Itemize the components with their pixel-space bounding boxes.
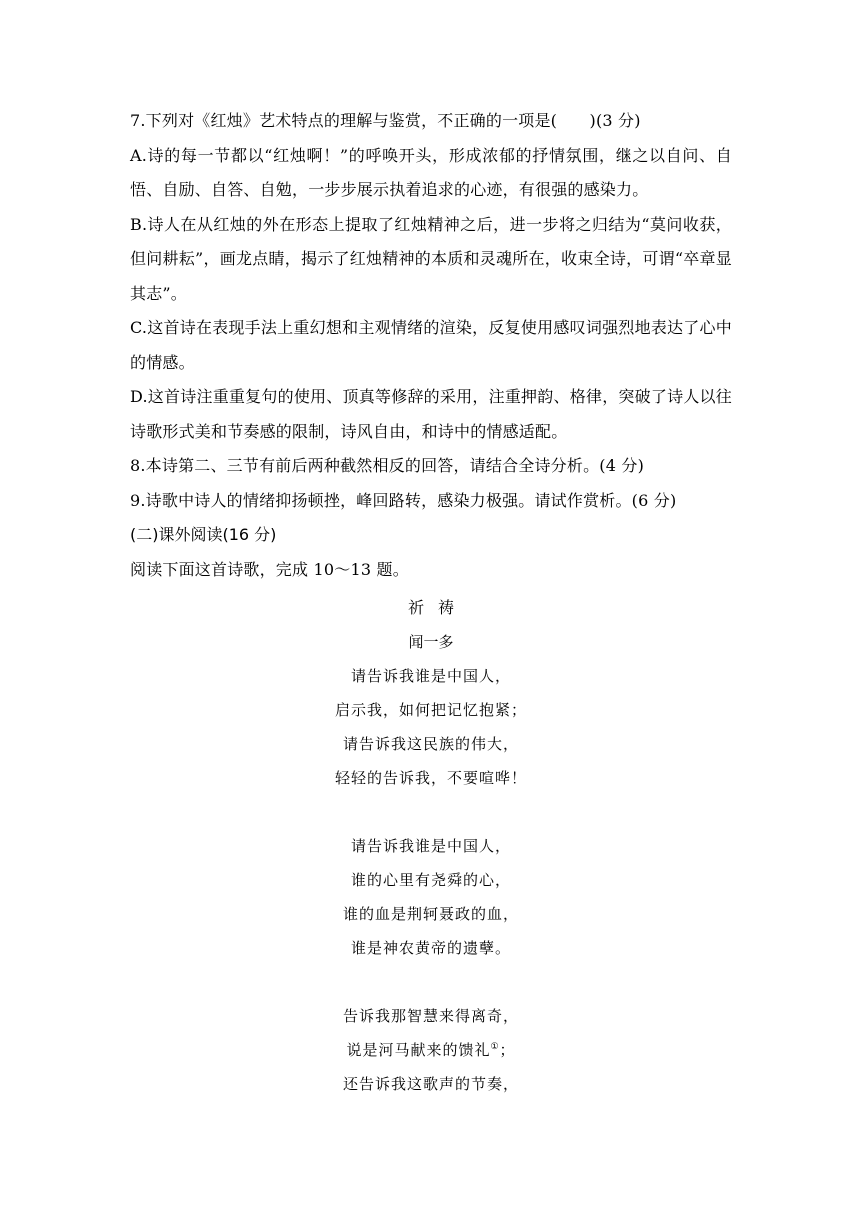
poem-line: 启示我，如何把记忆抱紧；: [334, 701, 527, 719]
question-7: 7.下列对《红烛》艺术特点的理解与鉴赏，不正确的一项是( )(3 分): [130, 111, 641, 130]
poem-author: 闻一多: [408, 633, 454, 651]
section-heading: (二)课外阅读(16 分): [130, 525, 277, 544]
document-page: [130, 104, 732, 1135]
poem-line: [130, 1033, 732, 1067]
question-7-option-d: D.这首诗注重重复句的使用、顶真等修辞的采用，注重押韵、格律，突破了诗人以往诗歌形式美和节奏感的限制，诗风自由，和诗中的情感适配。: [130, 387, 732, 441]
poem-line: 还告诉我这歌声的节奏，: [342, 1075, 519, 1093]
poem-line: 谁的心里有尧舜的心，: [350, 871, 511, 889]
poem: [130, 591, 732, 1101]
poem-line-text: 说是河马献来的馈礼: [346, 1041, 491, 1059]
question-7-option-b: B.诗人在从红烛的外在形态上提取了红烛精神之后，进一步将之归结为“莫问收获，但问耕耘”，画龙点睛，揭示了红烛精神的本质和灵魂所在，收束全诗，可谓“卒章显其志”。: [130, 214, 732, 303]
question-7-option-c: C.这首诗在表现手法上重幻想和主观情绪的渲染，反复使用感叹词强烈地表达了心中的情感。: [130, 318, 732, 372]
poem-stanza: [130, 829, 732, 965]
poem-line: 请告诉我谁是中国人，: [350, 667, 511, 685]
section-instruction: 阅读下面这首诗歌，完成 10～13 题。: [130, 559, 409, 579]
poem-line: 请告诉我谁是中国人，: [350, 837, 511, 855]
poem-line: 请告诉我这民族的伟大，: [342, 735, 519, 753]
question-8: 8.本诗第二、三节有前后两种截然相反的回答，请结合全诗分析。(4 分): [130, 456, 645, 475]
footnote-marker: ①: [490, 1042, 500, 1052]
poem-stanza: [130, 999, 732, 1101]
poem-line: 轻轻的告诉我，不要喧哗！: [334, 769, 527, 787]
poem-stanza: [130, 659, 732, 795]
poem-line: 告诉我那智慧来得离奇，: [342, 1007, 519, 1025]
question-7-option-a: A.诗的每一节都以“红烛啊！”的呼唤开头，形成浓郁的抒情氛围，继之以自问、自悟、自励、自答、自勉，一步步展示执着追求的心迹，有很强的感染力。: [130, 145, 732, 199]
question-9: 9.诗歌中诗人的情绪抑扬顿挫，峰回路转，感染力极强。请试作赏析。(6 分): [130, 490, 677, 510]
poem-title: 祈祷: [407, 598, 468, 617]
poem-line-punct: ；: [499, 1041, 516, 1059]
poem-line: 谁是神农黄帝的遗孽。: [350, 939, 511, 957]
poem-line: 谁的血是荆轲聂政的血，: [342, 905, 519, 923]
